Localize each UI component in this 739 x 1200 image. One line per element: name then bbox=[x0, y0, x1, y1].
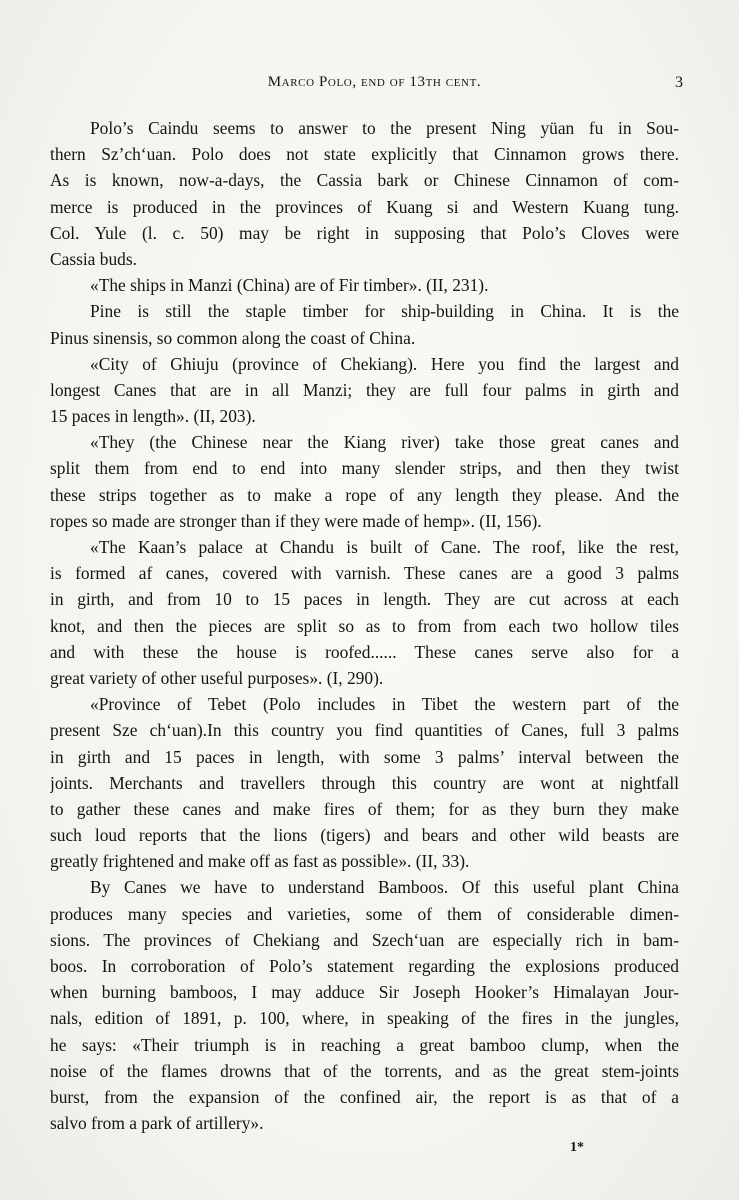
text-line: Col. Yule (l. c. 50) may be right in supposing that Polo’s Cloves were bbox=[50, 222, 679, 243]
text-line: these strips together as to make a rope of any length they please. And the bbox=[50, 484, 679, 505]
text-line: Polo’s Caindu seems to answer to the present Ning yüan fu in Sou- bbox=[90, 118, 679, 138]
text-line: nals, edition of 1891, p. 100, where, in speaking of the fires in the jungles, bbox=[50, 1008, 679, 1029]
text-line: such loud reports that the lions (tigers) and bears and other wild beasts are bbox=[50, 825, 679, 846]
text-line: boos. In corroboration of Polo’s statement regarding the explosions produced bbox=[50, 956, 679, 976]
text-line: present Sze ch‘uan).In this country you find quantities of Canes, full 3 palms bbox=[50, 720, 679, 741]
running-head: Marco Polo, end of 13th cent. bbox=[267, 74, 482, 90]
text-line: in girth and 15 paces in length, with some 3 palms’ interval between the bbox=[50, 746, 679, 767]
body-text bbox=[50, 115, 679, 1136]
text-line: «City of Ghiuju (province of Chekiang). Here you find the largest and bbox=[90, 353, 679, 374]
text-line: joints. Merchants and travellers through this country are wont at nightfall bbox=[50, 772, 679, 793]
text-line: «The Kaan’s palace at Chandu is built of Cane. The roof, like the rest, bbox=[90, 537, 679, 557]
page-header bbox=[50, 74, 683, 98]
text-line: By Canes we have to understand Bamboos. Of this useful plant China bbox=[90, 877, 679, 898]
text-line: great variety of other useful purposes». (I, 290). bbox=[50, 667, 384, 688]
text-line: produces many species and varieties, some of them of considerable dimen- bbox=[50, 903, 679, 924]
text-line: to gather these canes and make fires of them; for as they burn they make bbox=[50, 798, 679, 819]
signature-mark: 1* bbox=[570, 1140, 584, 1155]
page-number: 3 bbox=[675, 74, 683, 91]
text-line: when burning bamboos, I may adduce Sir Joseph Hooker’s Himalayan Jour- bbox=[50, 982, 679, 1003]
text-line: knot, and then the pieces are split so as to from from each two hollow tiles bbox=[50, 615, 679, 636]
text-line: and with these the house is roofed...... These canes serve also for a bbox=[50, 641, 679, 662]
text-line: 15 paces in length». (II, 203). bbox=[50, 406, 256, 427]
text-line: As is known, now-a-days, the Cassia bark or Chinese Cinnamon of com- bbox=[50, 170, 679, 191]
text-line: he says: «Their triumph is in reaching a great bamboo clump, when the bbox=[50, 1034, 679, 1055]
text-line: thern Sz’ch‘uan. Polo does not state explicitly that Cinnamon grows there. bbox=[50, 144, 679, 165]
text-line: Pinus sinensis, so common along the coast of China. bbox=[50, 327, 416, 348]
text-line: salvo from a park of artillery». bbox=[50, 1113, 264, 1134]
text-line: ropes so made are stronger than if they were made of hemp». (II, 156). bbox=[50, 510, 542, 531]
text-line: greatly frightened and make off as fast as possible». (II, 33). bbox=[50, 851, 470, 872]
text-line: burst, from the expansion of the confined air, the report is as that of a bbox=[50, 1086, 679, 1107]
text-line: Pine is still the staple timber for ship-building in China. It is the bbox=[90, 301, 679, 322]
text-line: sions. The provinces of Chekiang and Szech‘uan are especially rich in bam- bbox=[50, 929, 679, 950]
text-line: «The ships in Manzi (China) are of Fir timber». (II, 231). bbox=[90, 275, 489, 296]
text-line: split them from end to end into many slender strips, and then they twist bbox=[50, 458, 679, 479]
text-line: is formed af canes, covered with varnish. These canes are a good 3 palms bbox=[50, 563, 679, 584]
text-line: in girth, and from 10 to 15 paces in length. They are cut across at each bbox=[50, 589, 679, 610]
text-line: Cassia buds. bbox=[50, 248, 137, 269]
text-line: noise of the flames drowns that of the torrents, and as the great stem-joints bbox=[50, 1060, 679, 1081]
text-line: merce is produced in the provinces of Kuang si and Western Kuang tung. bbox=[50, 196, 679, 217]
text-line: «They (the Chinese near the Kiang river) take those great canes and bbox=[90, 432, 679, 453]
text-line: longest Canes that are in all Manzi; they are full four palms in girth and bbox=[50, 379, 679, 400]
text-line: «Province of Tebet (Polo includes in Tibet the western part of the bbox=[90, 694, 679, 715]
